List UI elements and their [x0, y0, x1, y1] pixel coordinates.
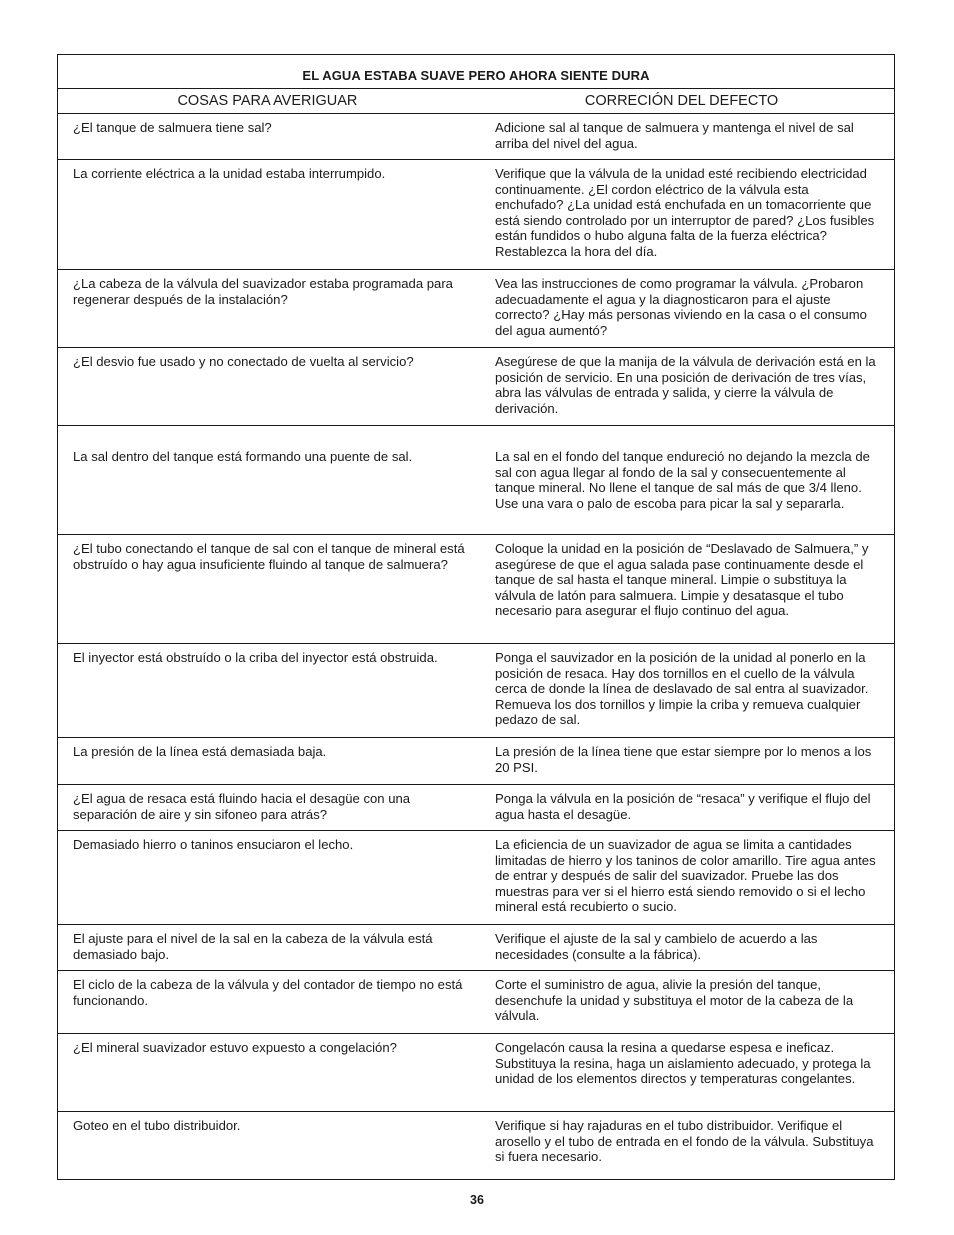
- check-cell: La corriente eléctrica a la unidad estaba interrumpido.: [73, 166, 386, 181]
- check-cell: ¿El tubo conectando el tanque de sal con el tanque de mineral está obstruído o hay agua insuficiente fluindo al tanque de salmuera?: [73, 541, 465, 572]
- check-cell: La sal dentro del tanque está formando una puente de sal.: [73, 449, 413, 464]
- table-row: [58, 426, 894, 535]
- table-row: [58, 831, 894, 925]
- check-cell: La presión de la línea está demasiada baja.: [73, 744, 327, 759]
- table-row: [58, 348, 894, 426]
- table-row: [58, 270, 894, 348]
- column-header-check: COSAS PARA AVERIGUAR: [177, 93, 358, 109]
- table-title: EL AGUA ESTABA SUAVE PERO AHORA SIENTE DURA: [58, 55, 894, 89]
- fix-cell: La eficiencia de un suavizador de agua se limita a cantidades limitadas de hierro y los taninos de color amarillo. Tire agua antes de entrar y después de salir del suavizador. Pruebe las dos muestras para ver si el hierro está siendo removido o si el lecho mineral está recubierto o sucio.: [494, 837, 876, 915]
- check-cell: El ciclo de la cabeza de la válvula y del contador de tiempo no está funcionando.: [73, 977, 463, 1008]
- table-row: [58, 1112, 894, 1179]
- table-row: [58, 925, 894, 971]
- check-cell: Goteo en el tubo distribuidor.: [73, 1118, 241, 1133]
- fix-cell: Asegúrese de que la manija de la válvula de derivación está en la posición de servicio. En una posición de derivación de tres vías, abra las válvulas de entrada y salida, y cierre la válvula de derivación.: [494, 354, 876, 416]
- fix-cell: Vea las instrucciones de como programar la válvula. ¿Probaron adecuadamente el agua y la diagnosticaron para el ajuste correcto? ¿Hay más personas viviendo en la casa o el consumo del agua aumentó?: [494, 276, 867, 338]
- check-cell: ¿El desvio fue usado y no conectado de vuelta al servicio?: [73, 354, 414, 369]
- fix-cell: Verifique que la válvula de la unidad esté recibiendo electricidad continuamente. ¿El cordon eléctrico de la válvula esta enchufado? ¿La unidad está enchufada en un tomacorriente que está siendo controlado por un interruptor de pared? ¿Los fusibles están fundidos o hubo alguna falta de la fuerza eléctrica? Restablezca la hora del día.: [494, 166, 875, 259]
- check-cell: El ajuste para el nivel de la sal en la cabeza de la válvula está demasiado bajo.: [73, 931, 433, 962]
- table-row: [58, 971, 894, 1034]
- check-cell: Demasiado hierro o taninos ensuciaron el lecho.: [73, 837, 354, 852]
- table-row: [58, 738, 894, 785]
- check-cell: ¿La cabeza de la válvula del suavizador estaba programada para regenerar después de la instalación?: [73, 276, 453, 307]
- page-number: 36: [470, 1193, 484, 1207]
- fix-cell: Corte el suministro de agua, alivie la presión del tanque, desenchufe la unidad y substituya el motor de la cabeza de la válvula.: [494, 977, 854, 1024]
- fix-cell: La presión de la línea tiene que estar siempre por lo menos a los 20 PSI.: [494, 744, 872, 775]
- table-header: [58, 89, 894, 114]
- table-row: [58, 535, 894, 644]
- table-row: [58, 1034, 894, 1112]
- fix-cell: Verifique el ajuste de la sal y cambielo de acuerdo a las necesidades (consulte a la fábrica).: [494, 931, 818, 962]
- fix-cell: Congelacón causa la resina a quedarse espesa e ineficaz. Substituya la resina, haga un aislamiento adecuado, y protega la unidad de los elementos directos y temperaturas congelantes.: [494, 1040, 871, 1087]
- fix-cell: Coloque la unidad en la posición de “Deslavado de Salmuera,” y asegúrese de que el agua salada pase continuamente desde el tanque de sal hasta el tanque mineral. Limpie o substituya la válvula de latón para salmuera. Limpie y desatasque el tubo necesario para asegurar el flujo continuo del agua.: [494, 541, 869, 619]
- table-row: [58, 114, 894, 160]
- fix-cell: Ponga la válvula en la posición de “resaca” y verifique el flujo del agua hasta el desagüe.: [494, 791, 871, 822]
- fix-cell: Adicione sal al tanque de salmuera y mantenga el nivel de sal arriba del nivel del agua.: [494, 120, 854, 151]
- table-row: [58, 644, 894, 738]
- check-cell: ¿El agua de resaca está fluindo hacia el desagüe con una separación de aire y sin sifoneo para atrás?: [73, 791, 411, 822]
- check-cell: ¿El tanque de salmuera tiene sal?: [73, 120, 272, 135]
- table-row: [58, 785, 894, 831]
- fix-cell: Ponga el sauvizador en la posición de la unidad al ponerlo en la posición de resaca. Hay dos tornillos en el cuello de la válvula cerca de donde la línea de deslavado de sal entra al suavizador. Remueva los dos tornillos y limpie la criba y remueva cualquier pedazo de sal.: [494, 650, 869, 728]
- check-cell: ¿El mineral suavizador estuvo expuesto a congelación?: [73, 1040, 397, 1055]
- troubleshooting-table: [57, 54, 895, 1180]
- check-cell: El inyector está obstruído o la criba del inyector está obstruida.: [73, 650, 438, 665]
- table-row: [58, 160, 894, 270]
- fix-cell: Verifique si hay rajaduras en el tubo distribuidor. Verifique el arosello y el tubo de entrada en el fondo de la válvula. Substituya si fuera necesario.: [494, 1118, 874, 1165]
- fix-cell: La sal en el fondo del tanque endureció no dejando la mezcla de sal con agua llegar al fondo de la sal y consecuentemente al tanque mineral. No llene el tanque de sal más de que 3/4 lleno. Use una vara o palo de escoba para picar la sal y separarla.: [494, 449, 870, 511]
- column-header-fix: CORRECIÓN DEL DEFECTO: [584, 93, 779, 109]
